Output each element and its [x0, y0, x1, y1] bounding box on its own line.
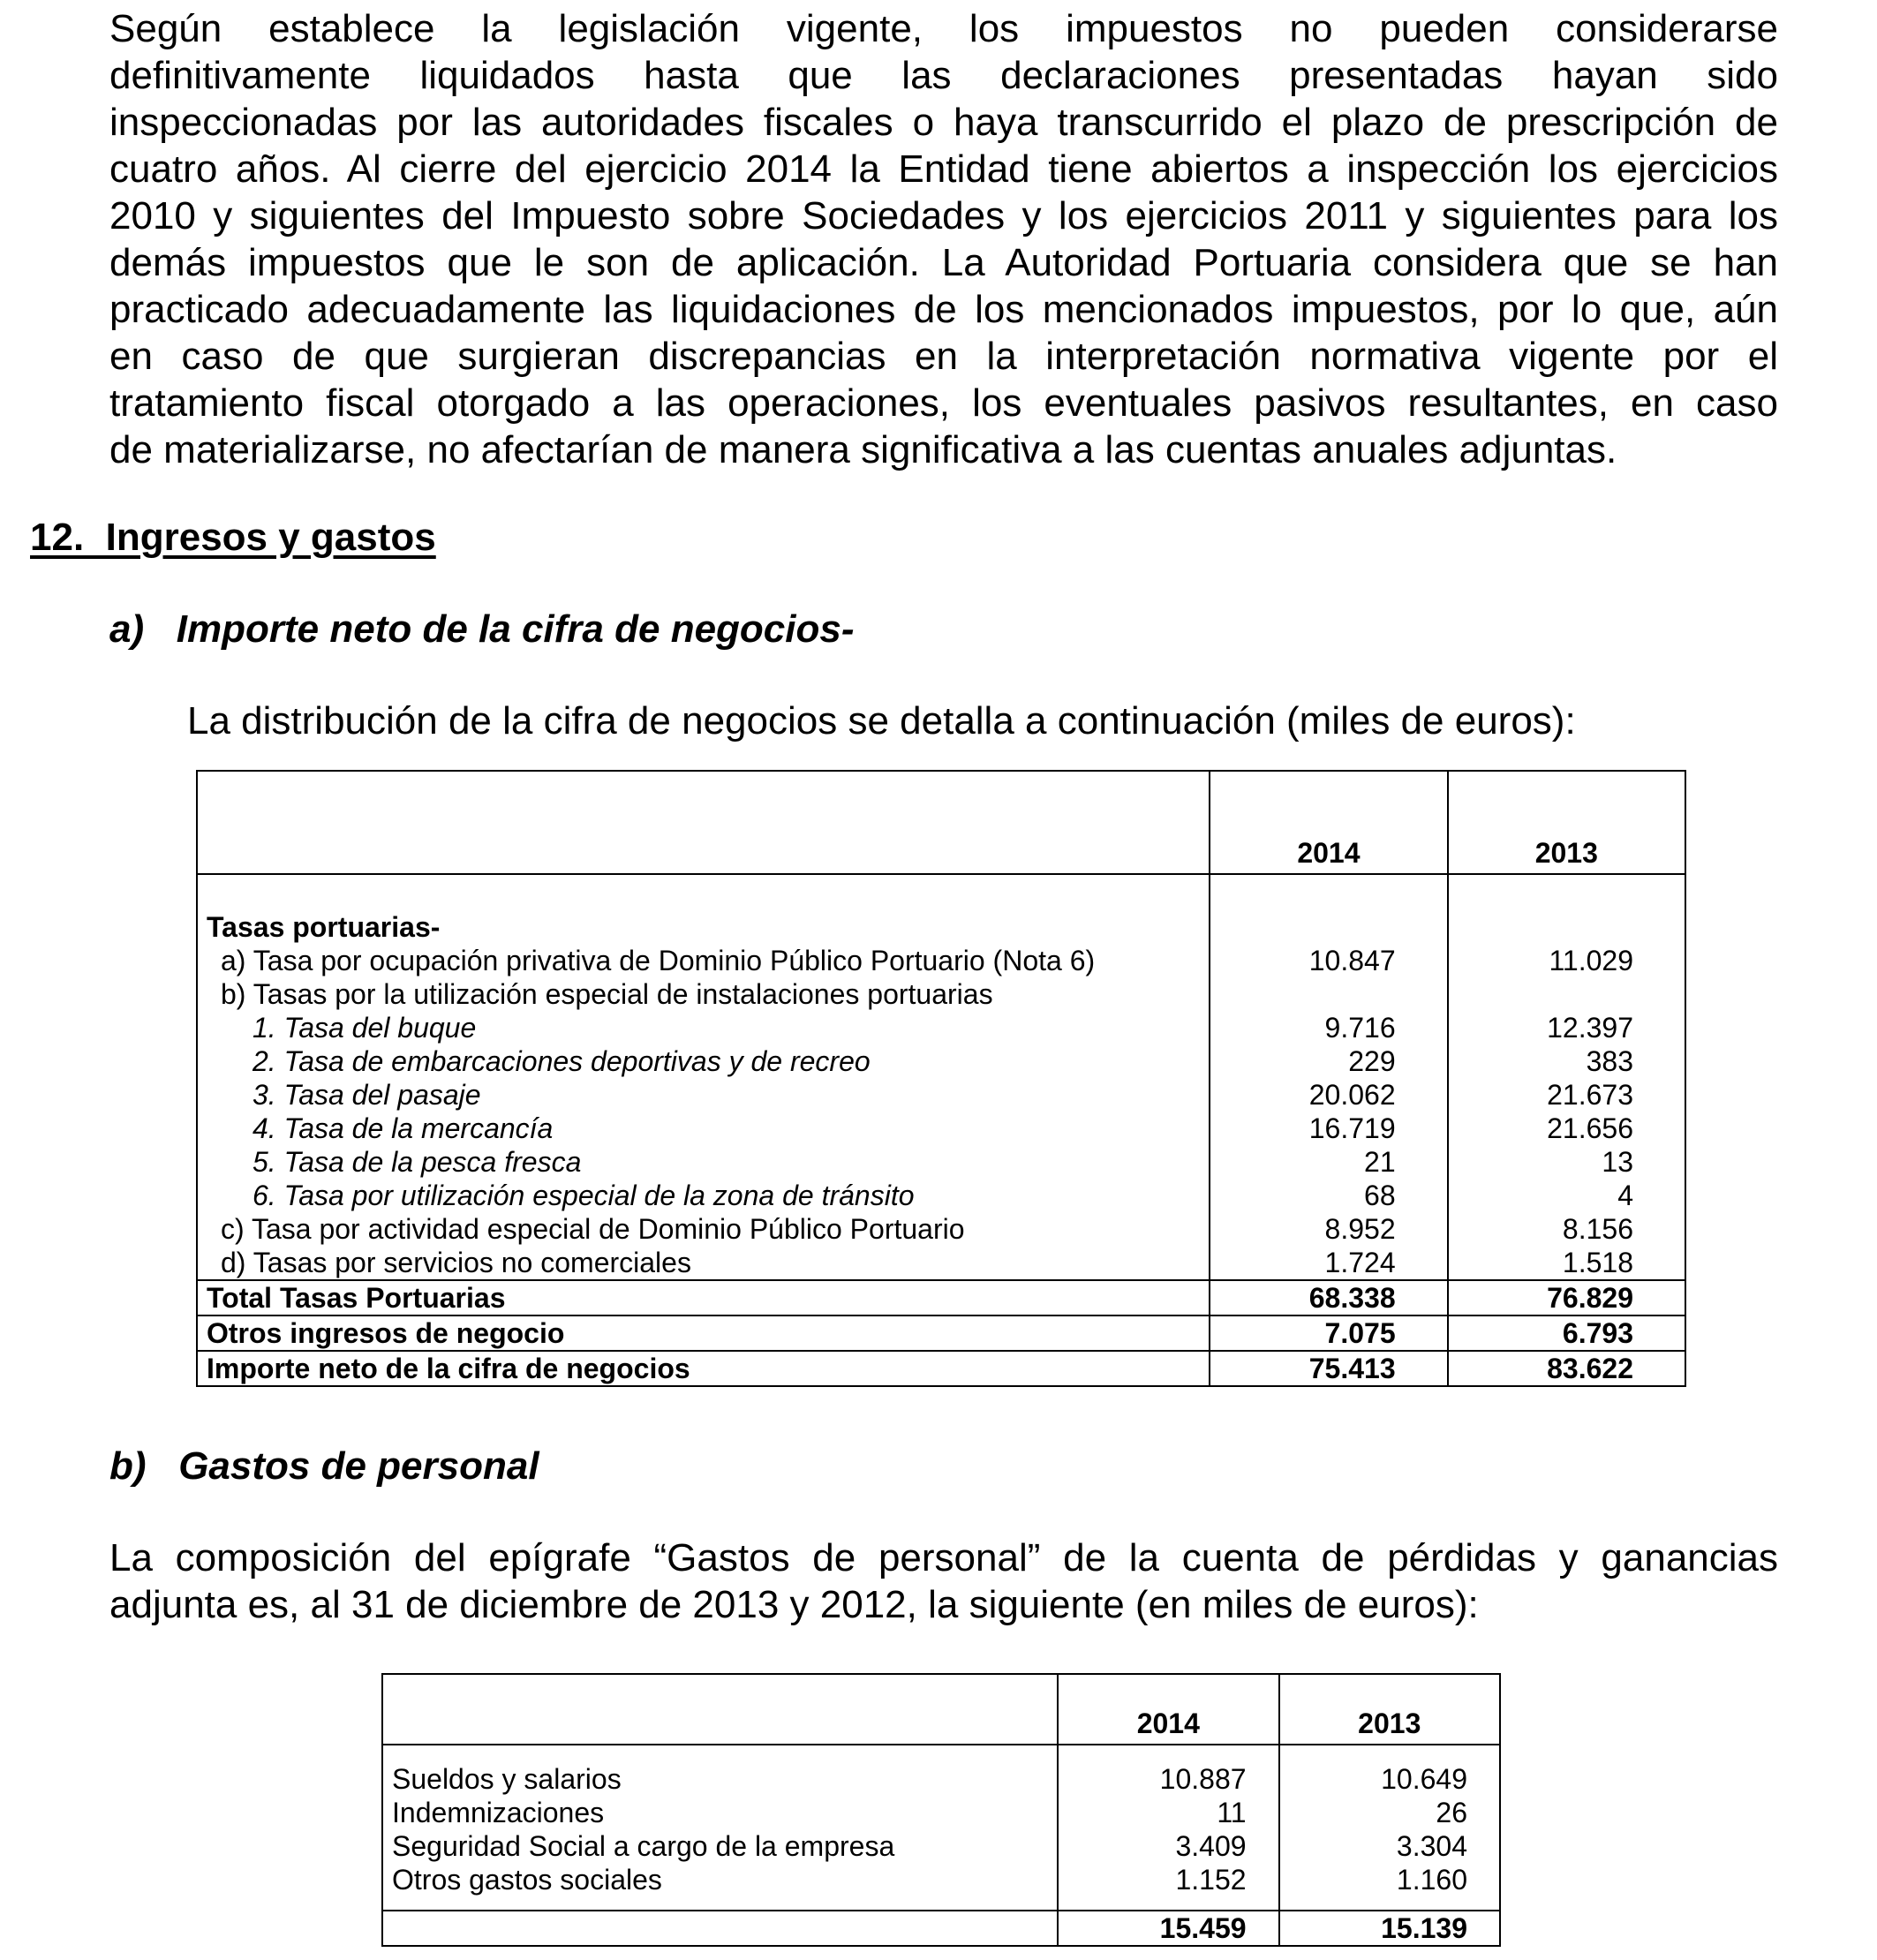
table-row [197, 1246, 1685, 1280]
paragraph-line: tratamiento fiscal otorgado a las operaciones, los eventuales pasivos resultantes, en caso [109, 381, 1778, 425]
total-2014: 75.413 [1210, 1351, 1447, 1386]
value-2014: 10.847 [1210, 944, 1447, 977]
row-label: Sueldos y salarios [382, 1762, 1058, 1796]
paragraph-line: La composición del epígrafe “Gastos de personal” de la cuenta de pérdidas y ganancias [109, 1536, 1778, 1579]
paragraph-line: inspeccionadas por las autoridades fiscales o haya transcurrido el plazo de prescripción de [109, 101, 1778, 144]
table-row [197, 1179, 1685, 1212]
total-2013: 15.139 [1279, 1911, 1500, 1946]
value-2014: 8.952 [1210, 1212, 1447, 1246]
total-2013: 76.829 [1448, 1280, 1685, 1315]
total-row [197, 1315, 1685, 1351]
total-label: Importe neto de la cifra de negocios [197, 1351, 1210, 1386]
header-empty-cell [197, 771, 1210, 874]
table-row [197, 1212, 1685, 1246]
table-row [382, 1829, 1500, 1863]
value-2013: 11.029 [1448, 944, 1685, 977]
subsection-a-intro: La distribución de la cifra de negocios se detalla a continuación (miles de euros): [187, 699, 1576, 743]
column-header-2014: 2014 [1210, 771, 1447, 874]
value-2013: 383 [1448, 1044, 1685, 1078]
group-header-row [197, 910, 1685, 944]
table-header-row [382, 1674, 1500, 1745]
value-2014 [1210, 977, 1447, 1011]
value-2014: 229 [1210, 1044, 1447, 1078]
paragraph-line: en caso de que surgieran discrepancias en la interpretación normativa vigente por el [109, 335, 1778, 378]
paragraph-line: definitivamente liquidados hasta que las declaraciones presentadas hayan sido [109, 54, 1778, 97]
value-2013: 8.156 [1448, 1212, 1685, 1246]
row-label: 5. Tasa de la pesca fresca [197, 1145, 1210, 1179]
row-label: Seguridad Social a cargo de la empresa [382, 1829, 1058, 1863]
paragraph-line: practicado adecuadamente las liquidaciones de los mencionados impuestos, por lo que, aún [109, 288, 1778, 331]
value-2013: 13 [1448, 1145, 1685, 1179]
group-label: Tasas portuarias- [197, 910, 1210, 944]
row-label: a) Tasa por ocupación privativa de Dominio Público Portuario (Nota 6) [197, 944, 1210, 977]
table-row [197, 977, 1685, 1011]
value-2014: 16.719 [1210, 1112, 1447, 1145]
table-row [382, 1796, 1500, 1829]
value-2013: 12.397 [1448, 1011, 1685, 1044]
paragraph-line: demás impuestos que le son de aplicación. La Autoridad Portuaria considera que se han [109, 241, 1778, 284]
column-header-2014: 2014 [1058, 1674, 1278, 1745]
value-2014: 1.152 [1058, 1863, 1278, 1896]
table-row [197, 1112, 1685, 1145]
subsection-b-heading: b) Gastos de personal [109, 1444, 539, 1488]
subsection-b-intro [109, 1534, 1778, 1628]
value-2014: 21 [1210, 1145, 1447, 1179]
row-label: 6. Tasa por utilización especial de la zona de tránsito [197, 1179, 1210, 1212]
table-row [197, 1044, 1685, 1078]
paragraph-line: Según establece la legislación vigente, los impuestos no pueden considerarse [109, 7, 1778, 50]
column-header-2013: 2013 [1448, 771, 1685, 874]
value-2014: 1.724 [1210, 1246, 1447, 1280]
row-label: Otros gastos sociales [382, 1863, 1058, 1896]
table-row [382, 1863, 1500, 1896]
value-2013: 21.673 [1448, 1078, 1685, 1112]
row-label: 3. Tasa del pasaje [197, 1078, 1210, 1112]
intro-paragraph [109, 5, 1778, 473]
total-2013: 83.622 [1448, 1351, 1685, 1386]
value-2014: 20.062 [1210, 1078, 1447, 1112]
table-row [197, 944, 1685, 977]
value-2014: 68 [1210, 1179, 1447, 1212]
paragraph-line: 2010 y siguientes del Impuesto sobre Sociedades y los ejercicios 2011 y siguientes para los [109, 194, 1778, 237]
value-2013: 21.656 [1448, 1112, 1685, 1145]
total-label: Otros ingresos de negocio [197, 1315, 1210, 1351]
row-label: b) Tasas por la utilización especial de instalaciones portuarias [197, 977, 1210, 1011]
total-row [382, 1911, 1500, 1946]
value-2013: 3.304 [1279, 1829, 1500, 1863]
section-title: 12. Ingresos y gastos [30, 516, 436, 559]
value-2014: 10.887 [1058, 1762, 1278, 1796]
row-label: c) Tasa por actividad especial de Dominio Público Portuario [197, 1212, 1210, 1246]
value-2013: 1.518 [1448, 1246, 1685, 1280]
total-label: Total Tasas Portuarias [197, 1280, 1210, 1315]
total-row [197, 1351, 1685, 1386]
row-label: 1. Tasa del buque [197, 1011, 1210, 1044]
value-2013 [1448, 977, 1685, 1011]
value-2013: 10.649 [1279, 1762, 1500, 1796]
value-2014: 11 [1058, 1796, 1278, 1829]
total-2014: 68.338 [1210, 1280, 1447, 1315]
subsection-a-heading: a) Importe neto de la cifra de negocios- [109, 607, 855, 651]
row-label: 4. Tasa de la mercancía [197, 1112, 1210, 1145]
column-header-2013: 2013 [1279, 1674, 1500, 1745]
value-2014: 3.409 [1058, 1829, 1278, 1863]
paragraph-line: adjunta es, al 31 de diciembre de 2013 y 2012, la siguiente (en miles de euros): [109, 1583, 1479, 1626]
total-2014: 7.075 [1210, 1315, 1447, 1351]
total-row [197, 1280, 1685, 1315]
value-2013: 1.160 [1279, 1863, 1500, 1896]
header-empty-cell [382, 1674, 1058, 1745]
personnel-table [381, 1673, 1501, 1947]
total-2013: 6.793 [1448, 1315, 1685, 1351]
total-label [382, 1911, 1058, 1946]
table-row [197, 1011, 1685, 1044]
value-2014: 9.716 [1210, 1011, 1447, 1044]
table-row [197, 1145, 1685, 1179]
table-row [382, 1762, 1500, 1796]
table-header-row [197, 771, 1685, 874]
value-2013: 4 [1448, 1179, 1685, 1212]
value-2013: 26 [1279, 1796, 1500, 1829]
row-label: 2. Tasa de embarcaciones deportivas y de recreo [197, 1044, 1210, 1078]
total-2014: 15.459 [1058, 1911, 1278, 1946]
paragraph-line: de materializarse, no afectarían de manera significativa a las cuentas anuales adjuntas. [109, 428, 1617, 471]
table-row [197, 1078, 1685, 1112]
revenue-table [196, 770, 1686, 1387]
row-label: d) Tasas por servicios no comerciales [197, 1246, 1210, 1280]
row-label: Indemnizaciones [382, 1796, 1058, 1829]
paragraph-line: cuatro años. Al cierre del ejercicio 2014 la Entidad tiene abiertos a inspección los ejercicios [109, 147, 1778, 191]
